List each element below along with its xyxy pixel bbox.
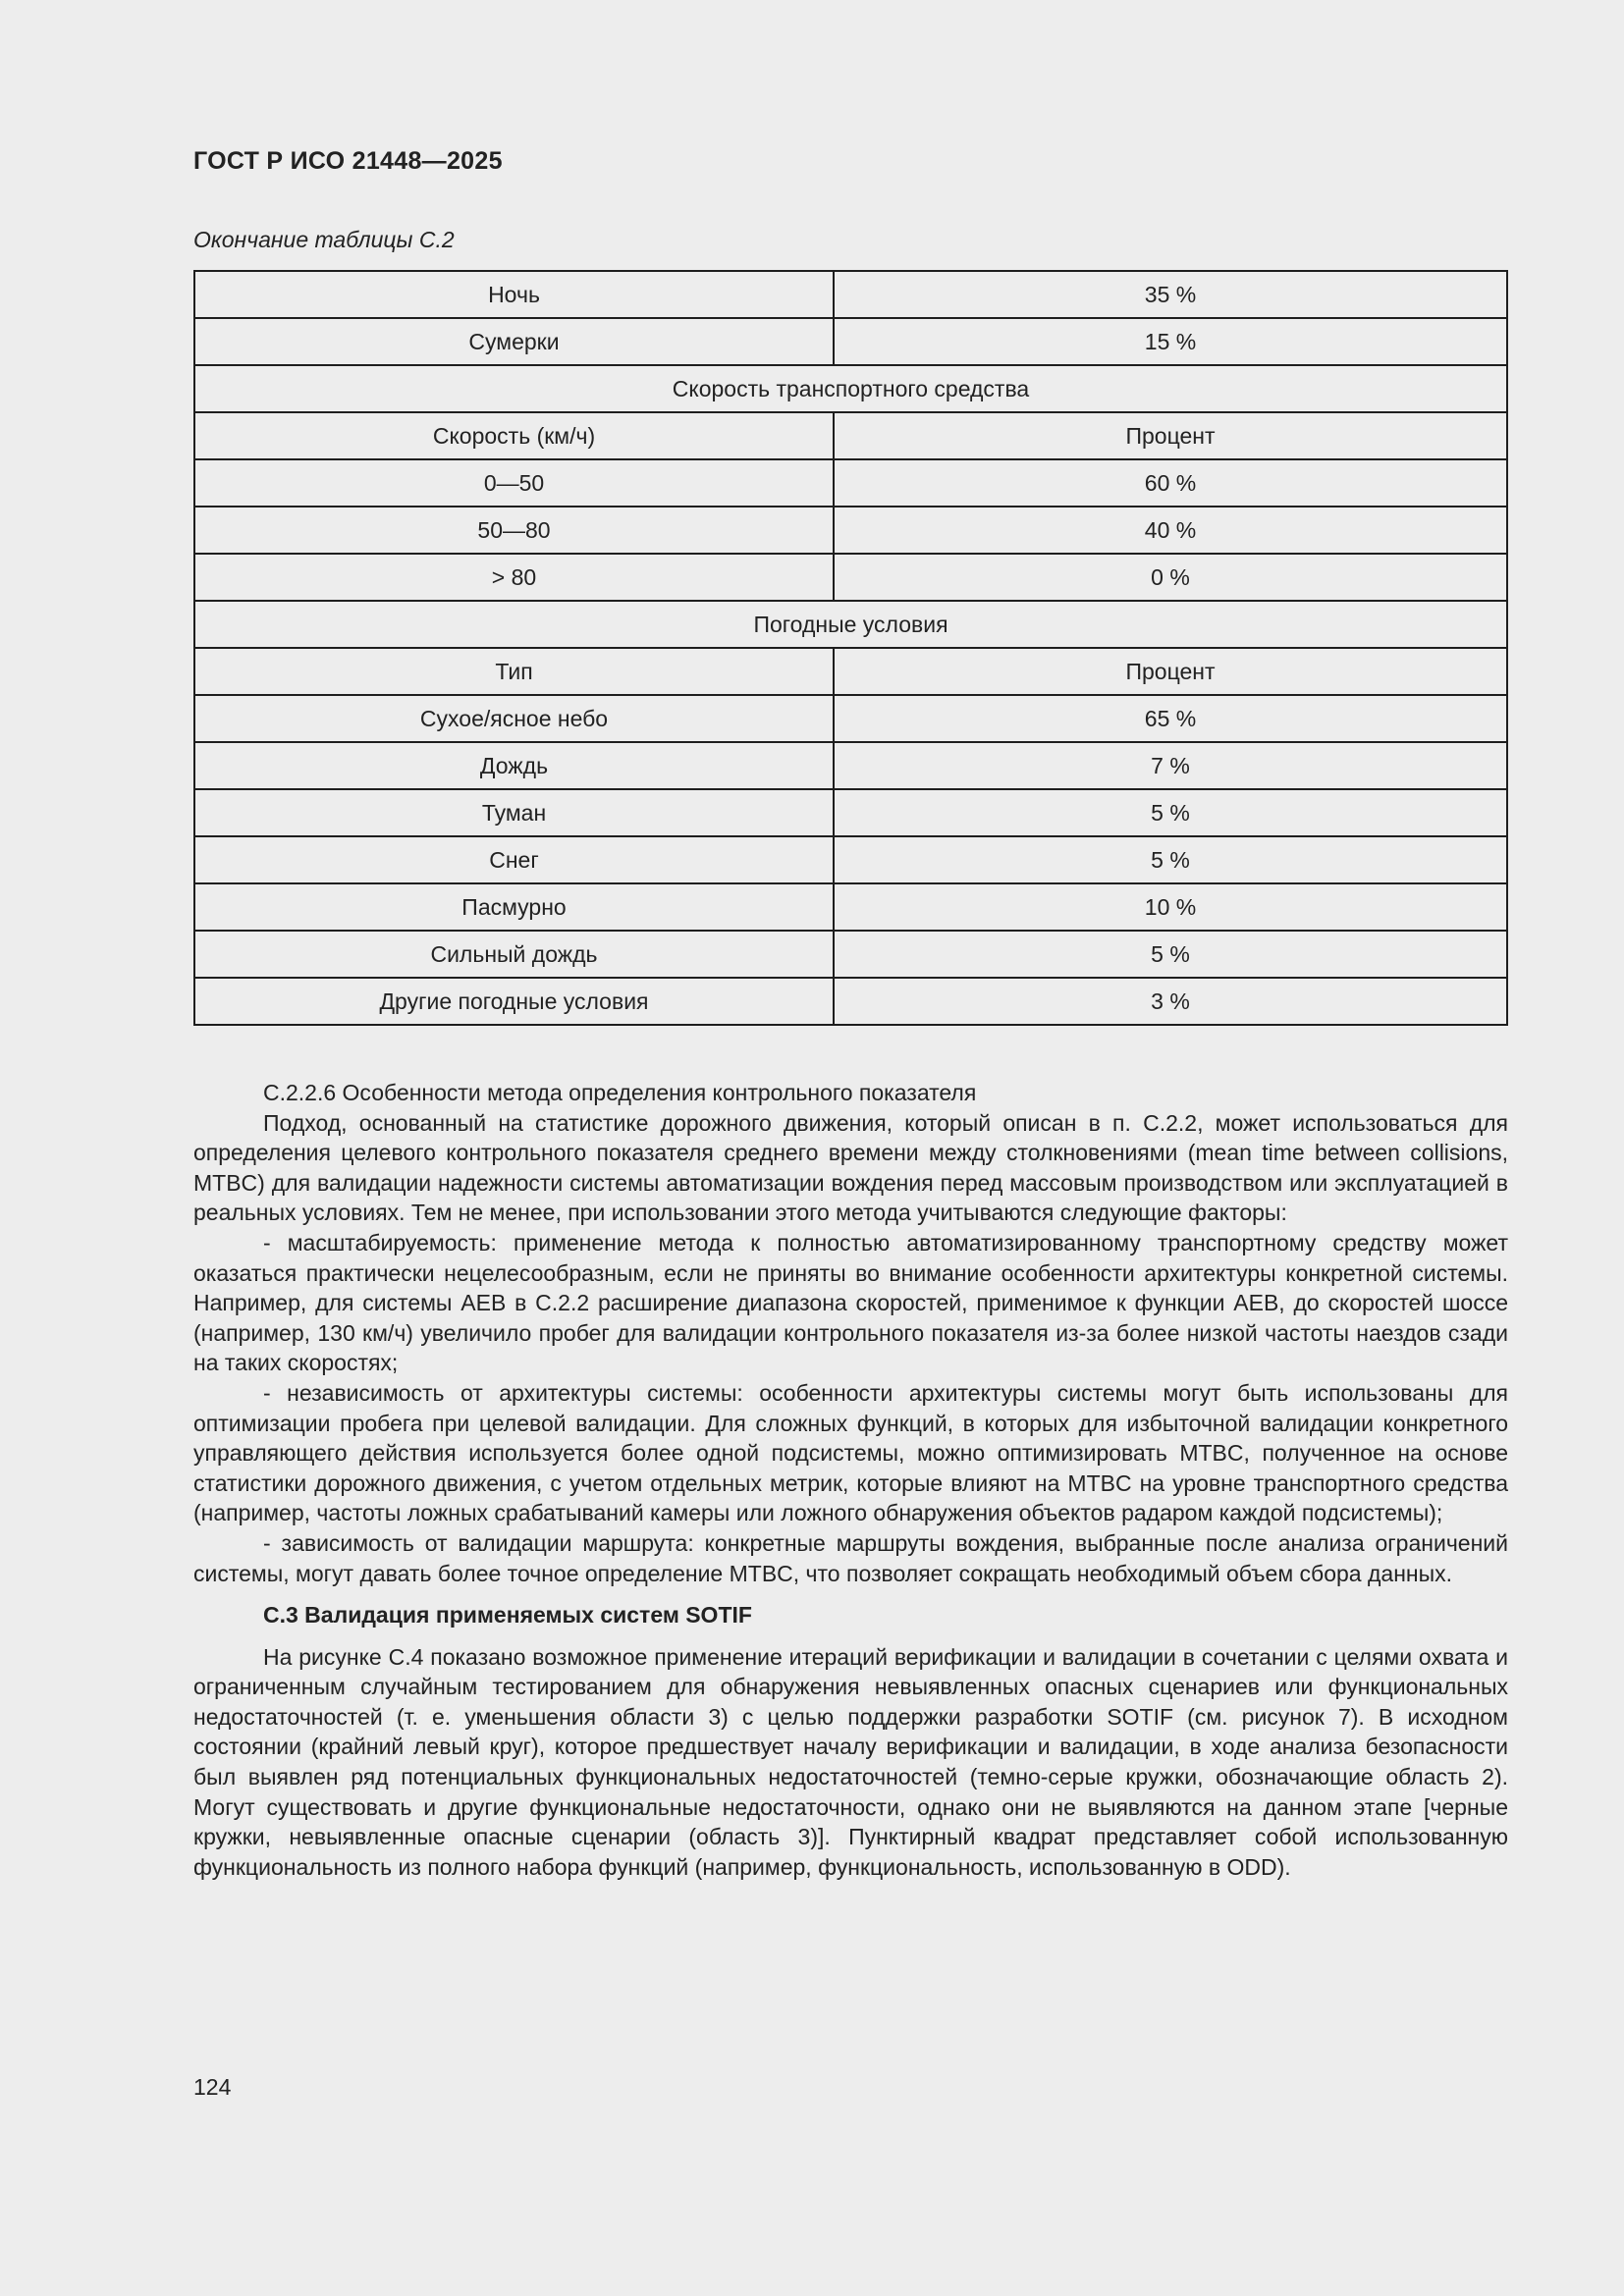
table-cell-parameter: Туман	[194, 789, 834, 836]
table-row	[194, 648, 1507, 695]
table-cell-value: 5 %	[834, 931, 1507, 978]
table-cell-parameter: Скорость (км/ч)	[194, 412, 834, 459]
table-row	[194, 931, 1507, 978]
table-cell-parameter: > 80	[194, 554, 834, 601]
table-row	[194, 318, 1507, 365]
table-section-cell: Погодные условия	[194, 601, 1507, 648]
table-cell-value: 65 %	[834, 695, 1507, 742]
table-cell-value: 35 %	[834, 271, 1507, 318]
table-cell-value: 10 %	[834, 883, 1507, 931]
table-cell-parameter: Другие погодные условия	[194, 978, 834, 1025]
data-table	[193, 270, 1508, 1026]
table-cell-parameter: 0—50	[194, 459, 834, 507]
table-cell-value: 3 %	[834, 978, 1507, 1025]
table-section-row	[194, 365, 1507, 412]
paragraph: Подход, основанный на статистике дорожного движения, который описан в п. С.2.2, может использоваться для определения целевого контрольного показателя среднего времени между столкновениями (mean time between collisions, MTBC) для валидации надежности системы автоматизации вождения перед массовым производством или эксплуатацией в реальных условиях. Тем не менее, при использовании этого метода учитываются следующие факторы:	[193, 1109, 1508, 1226]
table-cell-parameter: Сумерки	[194, 318, 834, 365]
table-cell-value: 60 %	[834, 459, 1507, 507]
table-cell-value: 5 %	[834, 789, 1507, 836]
page-number: 124	[193, 2074, 232, 2100]
table-row	[194, 789, 1507, 836]
body-text	[193, 1078, 1508, 1882]
table-cell-parameter: Тип	[194, 648, 834, 695]
table-cell-parameter: Ночь	[194, 271, 834, 318]
table-row	[194, 883, 1507, 931]
paragraph: С.2.2.6 Особенности метода определения контрольного показателя	[263, 1080, 977, 1105]
paragraph: - независимость от архитектуры системы: особенности архитектуры системы могут быть использованы для оптимизации пробега при целевой валидации. Для сложных функций, в которых для избыточной валидации конкретного управляющего действия используется более одной подсистемы, можно оптимизировать MTBC, полученное на основе статистики дорожного движения, с учетом отдельных метрик, которые влияют на MTBC на уровне транспортного средства (например, частоты ложных срабатываний камеры или ложного обнаружения объектов радаром каждой подсистемы);	[193, 1379, 1508, 1526]
table-row	[194, 695, 1507, 742]
table-caption: Окончание таблицы С.2	[193, 227, 455, 252]
paragraph: На рисунке С.4 показано возможное применение итераций верификации и валидации в сочетании с целями охвата и ограниченным случайным тестированием для обнаружения невыявленных опасных сценариев или функциональных недостаточностей (т. е. уменьшения области 3) с целью поддержки разработки SOTIF (см. рисунок 7). В исходном состоянии (крайний левый круг), которое предшествует началу верификации и валидации, в ходе анализа безопасности был выявлен ряд потенциальных функциональных недостаточностей (темно-серые кружки, обозначающие область 2). Могут существовать и другие функциональные недостаточности, однако они не выявляются на данном этапе [черные кружки, невыявленные опасные сценарии (область 3)]. Пунктирный квадрат представляет собой использованную функциональность из полного набора функций (например, функциональность, использованную в ODD).	[193, 1643, 1508, 1880]
table-cell-parameter: Пасмурно	[194, 883, 834, 931]
table-row	[194, 507, 1507, 554]
table-row	[194, 978, 1507, 1025]
table-row	[194, 836, 1507, 883]
table-row	[194, 742, 1507, 789]
table-cell-value: 5 %	[834, 836, 1507, 883]
table-cell-value: 7 %	[834, 742, 1507, 789]
paragraph: - масштабируемость: применение метода к полностью автоматизированному транспортному средству может оказаться практически нецелесообразным, если не приняты во внимание особенности архитектуры конкретной системы. Например, для системы АЕВ в С.2.2 расширение диапазона скоростей, применимое к функции АЕВ, до скоростей шоссе (например, 130 км/ч) увеличило пробег для валидации контрольного показателя из-за более низкой частоты наездов сзади на таких скоростях;	[193, 1229, 1508, 1376]
table-cell-value: Процент	[834, 648, 1507, 695]
table-cell-value: 40 %	[834, 507, 1507, 554]
table-section-row	[194, 601, 1507, 648]
document-header: ГОСТ Р ИСО 21448—2025	[193, 147, 503, 175]
table-cell-parameter: Сильный дождь	[194, 931, 834, 978]
table-row	[194, 459, 1507, 507]
table-row	[194, 412, 1507, 459]
table-cell-value: 0 %	[834, 554, 1507, 601]
table-cell-value: Процент	[834, 412, 1507, 459]
paragraph: - зависимость от валидации маршрута: конкретные маршруты вождения, выбранные после анализа ограничений системы, могут давать более точное определение MTBC, что позволяет сокращать необходимый объем сбора данных.	[193, 1529, 1508, 1586]
table-body	[194, 271, 1507, 1025]
table-row	[194, 554, 1507, 601]
table-cell-parameter: Снег	[194, 836, 834, 883]
table-section-cell: Скорость транспортного средства	[194, 365, 1507, 412]
table-row	[194, 271, 1507, 318]
table-cell-parameter: 50—80	[194, 507, 834, 554]
table-cell-value: 15 %	[834, 318, 1507, 365]
section-heading: С.3 Валидация применяемых систем SOTIF	[263, 1602, 752, 1629]
table-cell-parameter: Сухое/ясное небо	[194, 695, 834, 742]
table-cell-parameter: Дождь	[194, 742, 834, 789]
